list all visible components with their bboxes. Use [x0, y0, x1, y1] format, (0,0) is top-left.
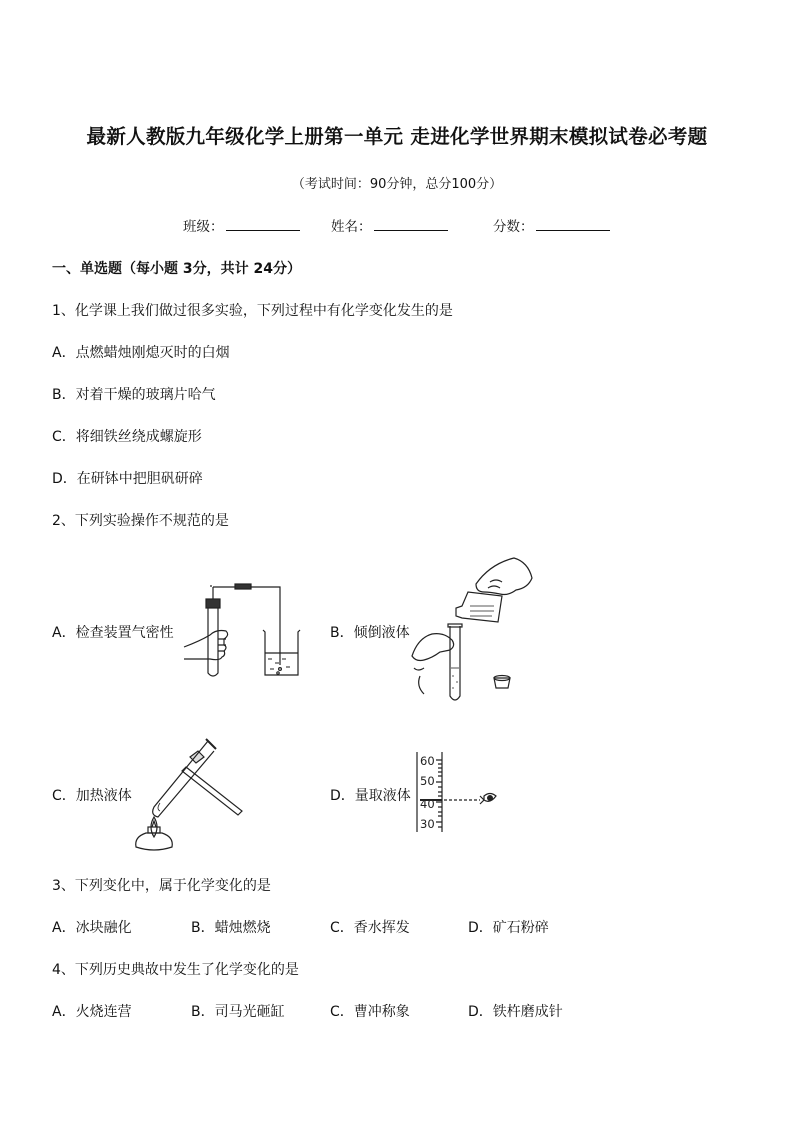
- q4-option-a[interactable]: A．火烧连营: [52, 1004, 132, 1020]
- measuring-cylinder-illustration: [416, 752, 506, 836]
- cylinder-tick-40: 40: [420, 797, 435, 811]
- q4-option-d[interactable]: D．铁杵磨成针: [468, 1004, 563, 1020]
- page-title: 最新人教版九年级化学上册第一单元 走进化学世界期末模拟试卷必考题: [86, 125, 708, 148]
- class-label: 班级：: [183, 219, 224, 235]
- q3-option-c[interactable]: C．香水挥发: [330, 920, 410, 936]
- score-field: [493, 215, 610, 235]
- q3-option-b[interactable]: B．蜡烛燃烧: [191, 920, 271, 936]
- q3-option-d[interactable]: D．矿石粉碎: [468, 920, 549, 936]
- cylinder-tick-60: 60: [420, 754, 435, 768]
- class-field: [183, 215, 300, 235]
- airtightness-check-illustration: [180, 585, 305, 680]
- q1-option-d[interactable]: D．在研钵中把胆矾研碎: [52, 471, 203, 487]
- class-blank[interactable]: [226, 218, 300, 231]
- q2-option-b[interactable]: B．倾倒液体: [330, 625, 410, 641]
- q4-option-b[interactable]: B．司马光砸缸: [191, 1004, 285, 1020]
- question-1-stem: 1、化学课上我们做过很多实验，下列过程中有化学变化发生的是: [52, 303, 453, 319]
- question-2-stem: 2、下列实验操作不规范的是: [52, 513, 229, 529]
- name-label: 姓名：: [331, 219, 372, 235]
- q2-option-a[interactable]: A．检查装置气密性: [52, 625, 174, 641]
- q3-option-a[interactable]: A．冰块融化: [52, 920, 132, 936]
- question-4-stem: 4、下列历史典故中发生了化学变化的是: [52, 962, 299, 978]
- exam-info: （考试时间：90分钟，总分100分）: [291, 177, 503, 192]
- q1-option-a[interactable]: A．点燃蜡烛刚熄灭时的白烟: [52, 345, 230, 361]
- score-label: 分数：: [493, 219, 534, 235]
- section-heading: 一、单选题（每小题 3分，共计 24分）: [52, 261, 301, 277]
- cylinder-tick-30: 30: [420, 817, 435, 831]
- score-blank[interactable]: [536, 218, 610, 231]
- q2-option-c[interactable]: C．加热液体: [52, 788, 132, 804]
- q2-option-d[interactable]: D．量取液体: [330, 788, 411, 804]
- q1-option-c[interactable]: C．将细铁丝绕成螺旋形: [52, 429, 202, 445]
- name-field: [331, 215, 448, 235]
- q4-option-c[interactable]: C．曹冲称象: [330, 1004, 410, 1020]
- pouring-liquid-illustration: [410, 556, 540, 706]
- heating-liquid-illustration: [130, 737, 260, 852]
- q1-option-b[interactable]: B．对着干燥的玻璃片哈气: [52, 387, 216, 403]
- question-3-stem: 3、下列变化中，属于化学变化的是: [52, 878, 271, 894]
- cylinder-tick-50: 50: [420, 774, 435, 788]
- name-blank[interactable]: [374, 218, 448, 231]
